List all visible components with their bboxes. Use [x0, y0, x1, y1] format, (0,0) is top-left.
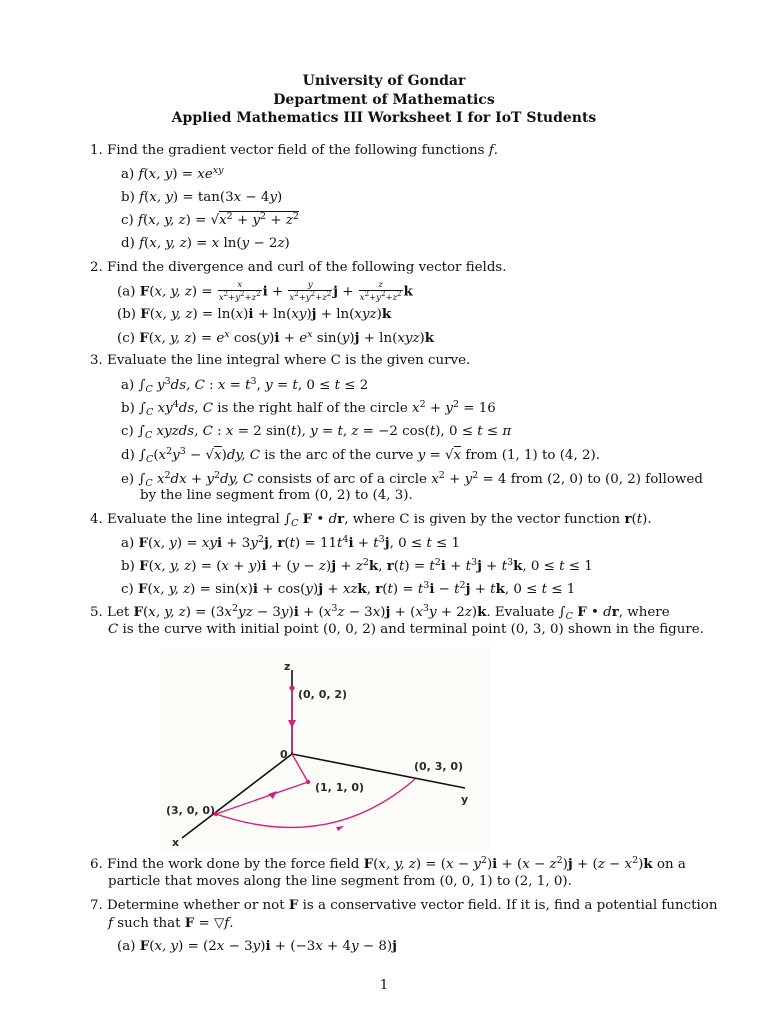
question-7-cont: f such that F = ▽f.: [108, 915, 234, 931]
question-4b: b) F(x, y, $z) = (x + y)i + (y - z)j + z^2k$, $r(t) = t^2i + t^3j + t^3k$, 0 ≤ t ≤ 1: [121, 557, 593, 574]
question-3d: d) $\int_C(x^2y^3 - √x)dy$, C is the arc of the curve y = √x from (1, 1) to (4, 2).: [121, 446, 600, 465]
question-1d: d) f(x, y, z) = x ln(y − 2z): [121, 236, 290, 251]
question-3c: c) $\int_C$ xyzds, C : x = 2 sin(t), y = t, z = −2 cos(t), 0 ≤ t ≤ π: [121, 424, 512, 441]
x-axis-label: x: [172, 836, 180, 849]
arrow-left-icon: [268, 791, 277, 799]
question-3: 3. Evaluate the line integral where C is the given curve.: [90, 353, 471, 368]
point-002: [289, 685, 294, 690]
university-title: University of Gondar: [302, 73, 466, 89]
question-2: 2. Find the divergence and curl of the following vector fields.: [90, 260, 507, 275]
question-1b: b) f(x, y) = tan(3x − 4y): [121, 190, 283, 205]
label-002: (0, 0, 2): [298, 688, 348, 701]
question-1c: c) f(x, y, $z) = √x^2 + y^2 + z^2$: [121, 211, 299, 228]
question-6: 6. Find the work done by the force field F(x, y, $z) = (x - y^2)i + (x - z^2)j + (z - x^2)k$ on a: [90, 855, 686, 872]
curve-segment-origin-to-p110: [292, 754, 308, 782]
arrow-arc-icon: [336, 826, 344, 831]
label-origin: 0: [280, 748, 288, 761]
question-4c: c) F(x, y, z) = sin(x)i + cos(y)j + xzk, $r(t) = t^3i - t^2j$ + tk, 0 ≤ t ≤ 1: [121, 580, 576, 597]
question-7a: (a) F(x, y) = (2x − 3y)i + (−3x + 4y − 8)j: [117, 938, 397, 954]
label-030: (0, 3, 0): [414, 760, 464, 773]
question-1: 1. Find the gradient vector field of the following functions f.: [90, 143, 499, 158]
question-2a: (a) F(x, y, z) = $\frac{x}{x^2+y^2+z^2}$ i + $\frac{y}{x^2+y^2+z^2}$ j + $\frac{z}{x^2+y^2+z^2}$ k: [117, 280, 413, 303]
arrow-down-icon: [288, 720, 296, 728]
question-6-cont: particle that moves along the line segment from (0, 0, 1) to (2, 1, 0).: [108, 874, 572, 889]
question-2b: (b) F(x, y, z) = ln(x)i + ln(xy)j + ln(xyz)k: [117, 306, 392, 322]
z-axis-label: z: [284, 660, 291, 673]
question-3a: a) $\int_C$ $y^3ds$, C : $x = t^3$, y = t, 0 ≤ t ≤ 2: [121, 376, 369, 395]
curve-figure: [160, 648, 490, 850]
worksheet-title: Applied Mathematics III Worksheet I for IoT Students: [171, 110, 597, 126]
question-1a: a) f(x, $y) = xe^{xy}$: [121, 165, 224, 182]
question-3b: b) $\int_C$ $xy^4ds$, C is the right half of the circle $x^2 + y^2 = 16$: [121, 399, 496, 418]
question-3e: e) $\int_C$ $x^2dx + y^2dy$, C consists of arc of a circle $x^2 + y^2 = 4$ from (2, 0) to (0, 2) followed: [121, 470, 703, 489]
curve-segment-p110-to-p300: [216, 782, 308, 814]
x-axis: [182, 754, 292, 838]
question-7: 7. Determine whether or not F is a conservative vector field. If it is, find a potential function: [90, 897, 718, 913]
question-4a: a) F(x, y) = xyi + $3y^2j$, $r(t) = 11t^4i + t^3j$, 0 ≤ t ≤ 1: [121, 534, 460, 551]
curve-figure-svg: [160, 648, 490, 850]
question-3e-cont: by the line segment from (0, 2) to (4, 3).: [140, 488, 413, 503]
label-300: (3, 0, 0): [166, 804, 216, 817]
y-axis-label: y: [461, 793, 469, 806]
question-4: 4. Evaluate the line integral $\int_C$ F • dr, where C is given by the vector function r(t).: [90, 511, 652, 529]
point-110: [306, 780, 310, 784]
question-2c: (c) F(x, y, $z) = e^x$ $\cos(y)i + e^x$ sin(y)j + ln(xyz)k: [117, 329, 435, 346]
page-number: 1: [379, 978, 389, 993]
department-title: Department of Mathematics: [273, 92, 495, 108]
label-110: (1, 1, 0): [315, 781, 365, 794]
question-5-cont: C is the curve with initial point (0, 0, 2) and terminal point (0, 3, 0) shown in the figure.: [108, 622, 704, 637]
question-5: 5. Let F(x, y, $z) = (3x^2yz - 3y)i + (x^3z - 3x)j + (x^3y + 2z)k$. Evaluate $\int_C$ F • dr, where: [90, 603, 670, 622]
